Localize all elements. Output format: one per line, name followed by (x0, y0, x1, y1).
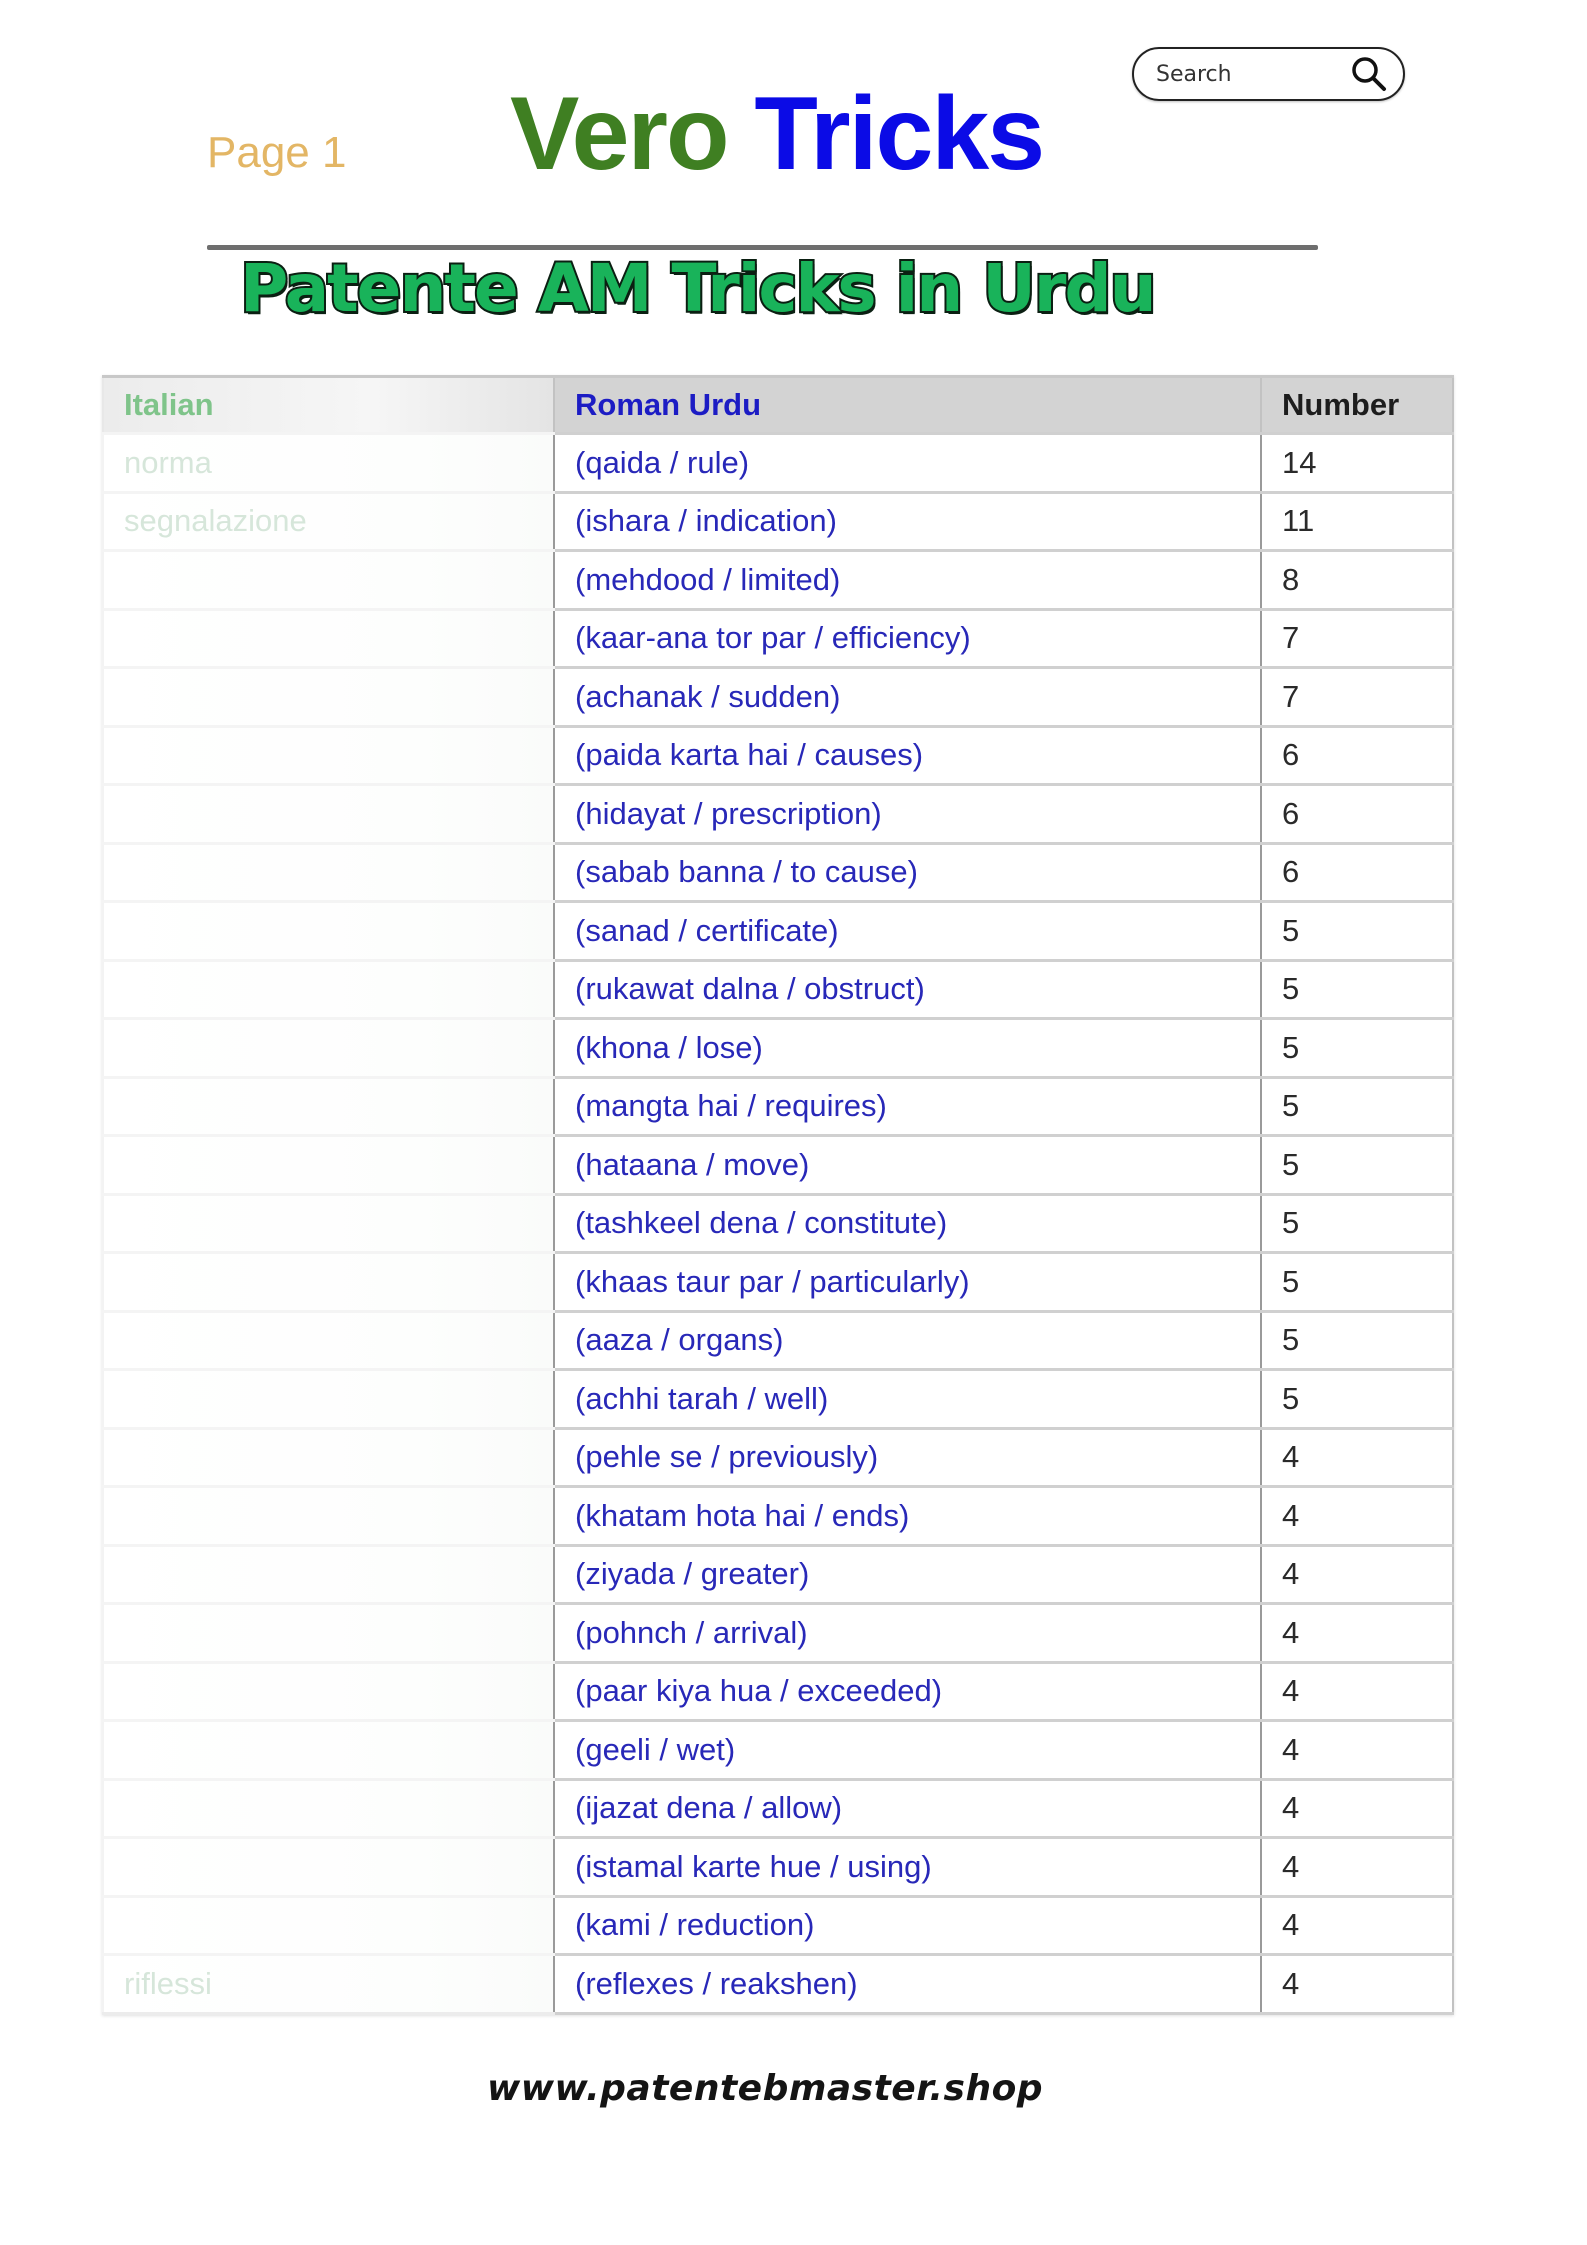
cell-italian (103, 1662, 554, 1721)
cell-italian (103, 1253, 554, 1312)
cell-number: 5 (1261, 1194, 1453, 1253)
cell-roman-urdu: (paida karta hai / causes) (554, 726, 1261, 785)
cell-number: 8 (1261, 551, 1453, 610)
cell-italian (103, 1779, 554, 1838)
cell-italian (103, 551, 554, 610)
table-row (103, 551, 1453, 610)
cell-roman-urdu: (khona / lose) (554, 1019, 1261, 1078)
cell-roman-urdu: (khaas taur par / particularly) (554, 1253, 1261, 1312)
search-input[interactable] (1156, 62, 1336, 87)
cell-italian (103, 726, 554, 785)
cell-roman-urdu: (reflexes / reakshen) (554, 1955, 1261, 2014)
search-icon[interactable] (1349, 54, 1389, 94)
table-row (103, 1428, 1453, 1487)
page-subtitle: Patente AM Tricks in Urdu (240, 250, 1155, 327)
page-label: Page 1 (207, 128, 347, 177)
cell-roman-urdu: (hataana / move) (554, 1136, 1261, 1195)
table-row (103, 1721, 1453, 1780)
cell-italian (103, 1019, 554, 1078)
cell-italian (103, 1311, 554, 1370)
cell-roman-urdu: (mehdood / limited) (554, 551, 1261, 610)
cell-number: 5 (1261, 1311, 1453, 1370)
cell-roman-urdu: (istamal karte hue / using) (554, 1838, 1261, 1897)
cell-roman-urdu: (achanak / sudden) (554, 668, 1261, 727)
table-row (103, 1136, 1453, 1195)
vocab-table-container (102, 375, 1452, 2015)
column-header-roman-urdu: Roman Urdu (554, 377, 1261, 434)
cell-roman-urdu: (ziyada / greater) (554, 1545, 1261, 1604)
table-row (103, 1077, 1453, 1136)
vocab-table (102, 375, 1454, 2015)
table-row (103, 434, 1453, 493)
cell-roman-urdu: (hidayat / prescription) (554, 785, 1261, 844)
cell-italian (103, 902, 554, 961)
cell-roman-urdu: (rukawat dalna / obstruct) (554, 960, 1261, 1019)
table-row (103, 726, 1453, 785)
cell-number: 7 (1261, 609, 1453, 668)
cell-roman-urdu: (sabab banna / to cause) (554, 843, 1261, 902)
table-row (103, 1662, 1453, 1721)
cell-roman-urdu: (khatam hota hai / ends) (554, 1487, 1261, 1546)
table-header-row (103, 377, 1453, 434)
table-row (103, 960, 1453, 1019)
cell-italian (103, 1428, 554, 1487)
cell-number: 14 (1261, 434, 1453, 493)
cell-roman-urdu: (geeli / wet) (554, 1721, 1261, 1780)
table-row (103, 1311, 1453, 1370)
table-row (103, 785, 1453, 844)
brand-word-tricks: Tricks (754, 76, 1044, 192)
column-header-italian: Italian (103, 377, 554, 434)
table-row (103, 1955, 1453, 2014)
table-row (103, 1370, 1453, 1429)
cell-italian (103, 609, 554, 668)
cell-italian (103, 1604, 554, 1663)
cell-number: 4 (1261, 1896, 1453, 1955)
cell-roman-urdu: (qaida / rule) (554, 434, 1261, 493)
cell-italian (103, 843, 554, 902)
cell-number: 4 (1261, 1545, 1453, 1604)
cell-number: 4 (1261, 1428, 1453, 1487)
table-row (103, 1896, 1453, 1955)
table-row (103, 1253, 1453, 1312)
table-row (103, 1194, 1453, 1253)
table-body (103, 434, 1453, 2014)
table-row (103, 1604, 1453, 1663)
table-row (103, 668, 1453, 727)
cell-roman-urdu: (aaza / organs) (554, 1311, 1261, 1370)
table-row (103, 1779, 1453, 1838)
cell-number: 5 (1261, 1077, 1453, 1136)
cell-number: 4 (1261, 1487, 1453, 1546)
cell-italian: segnalazione (103, 492, 554, 551)
cell-number: 5 (1261, 902, 1453, 961)
cell-italian (103, 1896, 554, 1955)
footer-url[interactable]: www.patentebmaster.shop (487, 2068, 1044, 2109)
cell-number: 4 (1261, 1955, 1453, 2014)
cell-italian (103, 960, 554, 1019)
cell-roman-urdu: (pehle se / previously) (554, 1428, 1261, 1487)
cell-roman-urdu: (sanad / certificate) (554, 902, 1261, 961)
cell-number: 5 (1261, 1019, 1453, 1078)
cell-number: 5 (1261, 1370, 1453, 1429)
brand-title (510, 76, 1044, 192)
cell-roman-urdu: (ijazat dena / allow) (554, 1779, 1261, 1838)
cell-number: 4 (1261, 1604, 1453, 1663)
cell-italian: riflessi (103, 1955, 554, 2014)
cell-roman-urdu: (mangta hai / requires) (554, 1077, 1261, 1136)
cell-italian (103, 1370, 554, 1429)
cell-italian (103, 668, 554, 727)
column-header-number: Number (1261, 377, 1453, 434)
table-row (103, 902, 1453, 961)
cell-italian (103, 785, 554, 844)
cell-number: 11 (1261, 492, 1453, 551)
cell-number: 6 (1261, 785, 1453, 844)
cell-roman-urdu: (ishara / indication) (554, 492, 1261, 551)
table-row (103, 1019, 1453, 1078)
cell-number: 7 (1261, 668, 1453, 727)
cell-number: 4 (1261, 1662, 1453, 1721)
cell-italian (103, 1194, 554, 1253)
cell-italian (103, 1077, 554, 1136)
table-row (103, 843, 1453, 902)
cell-roman-urdu: (pohnch / arrival) (554, 1604, 1261, 1663)
cell-italian: norma (103, 434, 554, 493)
table-row (103, 609, 1453, 668)
cell-roman-urdu: (kami / reduction) (554, 1896, 1261, 1955)
cell-italian (103, 1487, 554, 1546)
cell-roman-urdu: (kaar-ana tor par / efficiency) (554, 609, 1261, 668)
cell-number: 5 (1261, 1136, 1453, 1195)
cell-number: 6 (1261, 843, 1453, 902)
cell-roman-urdu: (tashkeel dena / constitute) (554, 1194, 1261, 1253)
cell-number: 4 (1261, 1838, 1453, 1897)
search-box[interactable] (1132, 47, 1405, 101)
table-row (103, 1487, 1453, 1546)
cell-number: 5 (1261, 960, 1453, 1019)
brand-word-vero: Vero (510, 76, 728, 192)
cell-number: 5 (1261, 1253, 1453, 1312)
table-row (103, 1838, 1453, 1897)
table-row (103, 1545, 1453, 1604)
table-row (103, 492, 1453, 551)
cell-italian (103, 1545, 554, 1604)
cell-italian (103, 1838, 554, 1897)
cell-italian (103, 1136, 554, 1195)
cell-number: 4 (1261, 1779, 1453, 1838)
cell-roman-urdu: (achhi tarah / well) (554, 1370, 1261, 1429)
cell-italian (103, 1721, 554, 1780)
cell-number: 4 (1261, 1721, 1453, 1780)
cell-roman-urdu: (paar kiya hua / exceeded) (554, 1662, 1261, 1721)
cell-number: 6 (1261, 726, 1453, 785)
